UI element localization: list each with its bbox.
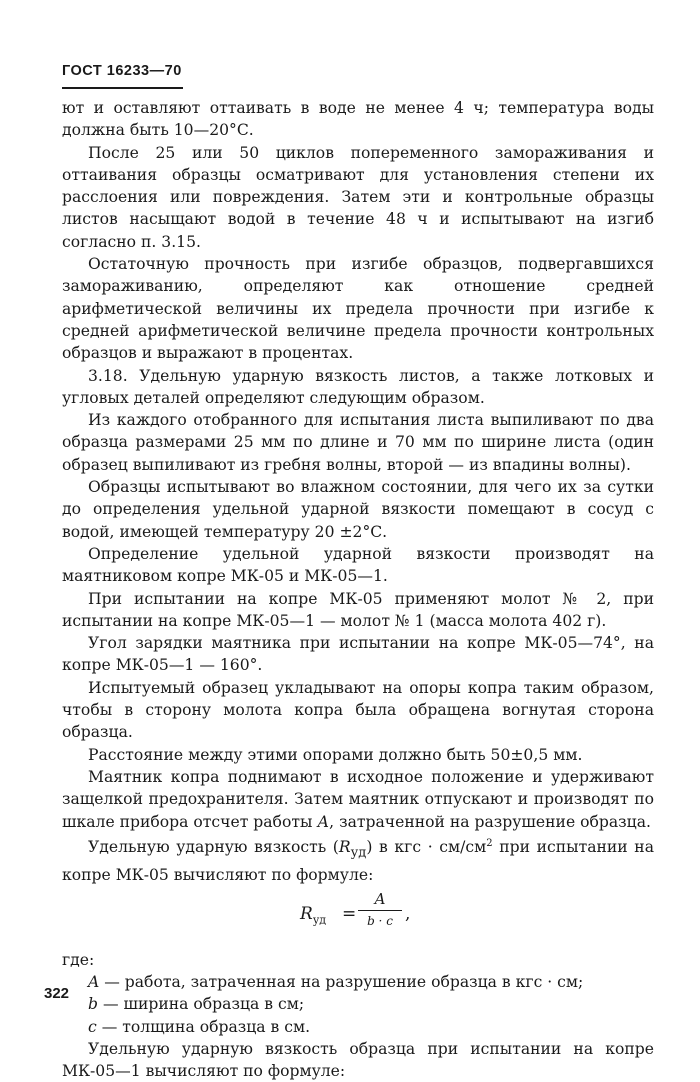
definition-a (62, 971, 654, 993)
paragraph-distance: Расстояние между этими опорами должно быть 50±0,5 мм. (88, 745, 583, 764)
formula-lhs-var: R (300, 903, 313, 924)
page-number: 322 (44, 985, 70, 1002)
procedure-text-b: , затраченной на разрушение образца. (329, 812, 651, 831)
formula-denominator: b · c (367, 914, 393, 929)
intro-var: R (338, 837, 351, 856)
formula-trailing: , (405, 903, 411, 924)
paragraph-formula-intro (62, 833, 654, 887)
where-label: где: (62, 950, 95, 969)
definition-text: — работа, затраченная на разрушение образца в кгс · см; (99, 972, 584, 991)
page-header-title: ГОСТ 16233—70 (62, 63, 182, 79)
formula-lhs-sub: уд (312, 913, 327, 927)
paragraph-residual-strength: Остаточную прочность при изгибе образцов, подвергавшихся замораживанию, определяют как отношение средней арифметической величины их предела прочности при изгибе к средней арифметической величине предела прочности контрольных образцов и выражают в процентах. (62, 255, 654, 363)
paragraph-procedure (62, 766, 654, 833)
paragraph-freeze-cycles: После 25 или 50 циклов попеременного замораживания и оттаивания образцы осматривают для установления степени их расслоения или повреждения. Затем эти и контрольные образцы листов насыщают водой в течение 48 ч и испытывают на изгиб согласно п. 3.15. (62, 143, 654, 251)
definition-var: c (88, 1017, 97, 1036)
formula-fraction (358, 890, 402, 929)
definition-b (62, 993, 654, 1015)
paragraph-second-formula-intro: Удельную ударную вязкость образца при испытании на копре МК-05—1 вычисляют по формуле: (62, 1039, 654, 1081)
paragraph-wet-state: Образцы испытывают во влажном состоянии, для чего их за сутки до определения удельной ударной вязкости помещают в сосуд с водой, имеющей температуру 20 ±2°С. (62, 478, 654, 541)
formula-lhs (300, 903, 326, 932)
body-text (62, 97, 654, 1082)
paragraph-placement: Испытуемый образец укладывают на опоры копра таким образом, чтобы в сторону молота копра была обращена вогнутая сторона образца. (62, 678, 654, 742)
paragraph-pendulum-tester: Определение удельной ударной вязкости производят на маятниковом копре МК-05 и МК-05—1. (62, 544, 654, 586)
definition-var: b (88, 995, 98, 1014)
paragraph-angle: Угол зарядки маятника при испытании на копре МК-05—74°, на копре МК-05—1 — 160°. (62, 634, 654, 675)
intro-text-a: Удельную ударную вязкость ( (88, 837, 339, 856)
definition-var: A (88, 972, 100, 991)
intro-text-b: ) в кгс · см/см (366, 837, 487, 856)
paragraph-continuation: ют и оставляют оттаивать в воде не менее 4 ч; температура воды должна быть 10—20°С. (62, 99, 654, 140)
intro-sub: уд (350, 845, 367, 861)
definition-text: — толщина образца в см. (96, 1017, 311, 1036)
formula-impact-strength (62, 887, 654, 949)
formula-numerator: A (374, 889, 386, 908)
intro-sup: 2 (486, 837, 493, 849)
definition-c (62, 1016, 654, 1038)
header-underline (62, 87, 183, 89)
fraction-bar (358, 910, 402, 912)
definition-text: — ширина образца в см; (97, 995, 305, 1014)
paragraph-hammer: При испытании на копре МК-05 применяют молот № 2, при испытании на копре МК-05—1 — молот № 1 (масса молота 402 г). (62, 589, 654, 630)
paragraph-sample-cutting: Из каждого отобранного для испытания листа выпиливают по два образца размерами 25 мм по длине и 70 мм по ширине листа (один образец выпиливают из гребня волны, второй — из впадины волны). (62, 411, 654, 474)
procedure-text-a: Маятник копра поднимают в исходное положение и удерживают защелкой предохранителя. Затем маятник отпускают и производят по шкале прибора отсчет работы (62, 767, 654, 831)
intro-text-c: при испытании на копре МК-05 вычисляют по формуле: (62, 837, 655, 885)
procedure-var: А (317, 812, 330, 831)
paragraph-section-3-18: 3.18. Удельную ударную вязкость листов, а также лотковых и угловых деталей определяют следующим образом. (62, 366, 654, 407)
formula-equals: = (342, 903, 357, 924)
